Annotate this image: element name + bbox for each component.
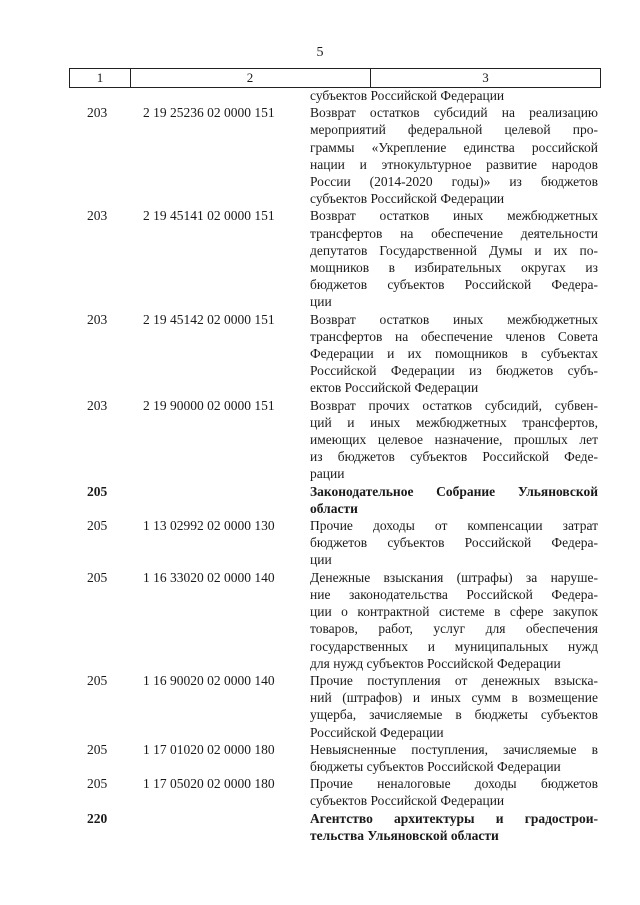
description-line: ции bbox=[310, 552, 332, 568]
description-line: области bbox=[310, 500, 358, 516]
table-body bbox=[69, 87, 601, 844]
description-line: трансфертов на обеспечение членов Совета bbox=[310, 328, 598, 344]
revenue-description bbox=[310, 569, 598, 672]
description-line: имеющих целевое назначение, прошлых лет bbox=[310, 432, 598, 448]
description-line: ции bbox=[310, 294, 332, 310]
description-line: Российской Федерации bbox=[310, 724, 444, 740]
description-line: мероприятий федеральной целевой про- bbox=[310, 122, 598, 138]
description-line: ции о контрактной системе в сфере закупок bbox=[310, 604, 598, 620]
revenue-description bbox=[310, 741, 598, 775]
description-line: ций и иных межбюджетных трансфертов, bbox=[310, 414, 598, 430]
description-line: субъектов Российской Федерации bbox=[310, 88, 505, 103]
table-row bbox=[69, 810, 601, 844]
description-line: ущерба, зачисляемые в бюджеты субъектов bbox=[310, 707, 598, 723]
description-line: Прочие неналоговые доходы бюджетов bbox=[310, 776, 598, 792]
revenue-description bbox=[310, 775, 598, 809]
admin-code: 203 bbox=[87, 397, 108, 413]
admin-code: 205 bbox=[87, 483, 108, 499]
budget-code: 1 17 01020 02 0000 180 bbox=[143, 741, 275, 757]
revenue-description bbox=[310, 483, 598, 517]
table-row bbox=[69, 672, 601, 741]
budget-code: 1 16 90020 02 0000 140 bbox=[143, 672, 275, 688]
header-col-3: 3 bbox=[371, 69, 601, 87]
description-line: Невыясненные поступления, зачисляемые в bbox=[310, 741, 598, 757]
description-line: ние законодательства Российской Федера- bbox=[310, 586, 598, 602]
description-line: Возврат остатков иных межбюджетных bbox=[310, 208, 598, 224]
revenue-description bbox=[310, 672, 598, 741]
description-line: товаров, работ, услуг для обеспечения bbox=[310, 621, 598, 637]
revenue-description bbox=[310, 207, 598, 310]
table-row bbox=[69, 483, 601, 517]
description-line: граммы «Укрепление единства российской bbox=[310, 139, 598, 155]
description-line: Агентство архитектуры и градострои- bbox=[310, 810, 598, 826]
description-line: Возврат прочих остатков субсидий, субвен- bbox=[310, 397, 598, 413]
admin-code: 205 bbox=[87, 741, 108, 757]
description-line: Возврат остатков иных межбюджетных bbox=[310, 311, 598, 327]
description-line: Российской Федерации из бюджетов субъ- bbox=[310, 363, 598, 379]
budget-code: 2 19 45141 02 0000 151 bbox=[143, 208, 275, 224]
budget-code: 1 16 33020 02 0000 140 bbox=[143, 569, 275, 585]
description-line: депутатов Государственной Думы и их по- bbox=[310, 242, 598, 258]
revenue-description bbox=[310, 810, 598, 844]
description-line: бюджетов субъектов Российской Федера- bbox=[310, 277, 598, 293]
description-line: государственных и муниципальных нужд bbox=[310, 638, 598, 654]
revenue-description bbox=[310, 311, 598, 397]
header-col-1: 1 bbox=[69, 69, 131, 87]
description-line: Прочие поступления от денежных взыска- bbox=[310, 672, 598, 688]
budget-code: 2 19 90000 02 0000 151 bbox=[143, 397, 275, 413]
table-row bbox=[69, 104, 601, 207]
description-line: ектов Российской Федерации bbox=[310, 380, 479, 396]
description-line: Денежные взыскания (штрафы) за наруше- bbox=[310, 569, 598, 585]
description-line: рации bbox=[310, 466, 345, 482]
description-line: нации и этнокультурное развитие народов bbox=[310, 156, 598, 172]
description-line: Законодательное Собрание Ульяновской bbox=[310, 483, 598, 499]
table-row bbox=[69, 311, 601, 397]
admin-code: 205 bbox=[87, 672, 108, 688]
description-line: бюджеты субъектов Российской Федерации bbox=[310, 758, 561, 774]
table-row bbox=[69, 397, 601, 483]
description-line: тельства Ульяновской области bbox=[310, 827, 499, 843]
admin-code: 205 bbox=[87, 776, 108, 792]
table-row bbox=[69, 517, 601, 569]
description-line: из бюджетов субъектов Российской Феде- bbox=[310, 449, 598, 465]
admin-code: 205 bbox=[87, 518, 108, 534]
description-line: ний (штрафов) и иных сумм в возмещение bbox=[310, 690, 598, 706]
description-line: мощников в избирательных округах из bbox=[310, 260, 598, 276]
description-line: бюджетов субъектов Российской Федера- bbox=[310, 535, 598, 551]
table-row bbox=[69, 87, 601, 104]
revenue-description bbox=[310, 517, 598, 569]
description-line: Возврат остатков субсидий на реализацию bbox=[310, 105, 598, 121]
table-header bbox=[69, 68, 601, 88]
description-line: для нужд субъектов Российской Федерации bbox=[310, 655, 561, 671]
description-line: субъектов Российской Федерации bbox=[310, 793, 505, 809]
table-row bbox=[69, 775, 601, 809]
admin-code: 220 bbox=[87, 810, 108, 826]
revenue-description bbox=[310, 397, 598, 483]
page-number: 5 bbox=[316, 45, 324, 60]
budget-code: 1 17 05020 02 0000 180 bbox=[143, 776, 275, 792]
admin-code: 205 bbox=[87, 569, 108, 585]
description-line: Прочие доходы от компенсации затрат bbox=[310, 518, 598, 534]
budget-code: 2 19 45142 02 0000 151 bbox=[143, 311, 275, 327]
description-line: субъектов Российской Федерации bbox=[310, 191, 505, 207]
revenue-description bbox=[310, 104, 598, 207]
table-row bbox=[69, 569, 601, 672]
table-row bbox=[69, 207, 601, 310]
admin-code: 203 bbox=[87, 208, 108, 224]
admin-code: 203 bbox=[87, 311, 108, 327]
budget-code: 1 13 02992 02 0000 130 bbox=[143, 518, 275, 534]
description-line: трансфертов на обеспечение деятельности bbox=[310, 225, 598, 241]
revenue-description bbox=[310, 87, 598, 104]
description-line: России (2014-2020 годы)» из бюджетов bbox=[310, 174, 598, 190]
table-row bbox=[69, 741, 601, 775]
admin-code: 203 bbox=[87, 105, 108, 121]
budget-code: 2 19 25236 02 0000 151 bbox=[143, 105, 275, 121]
header-col-2: 2 bbox=[130, 69, 371, 87]
description-line: Федерации и их помощников в субъектах bbox=[310, 346, 598, 362]
